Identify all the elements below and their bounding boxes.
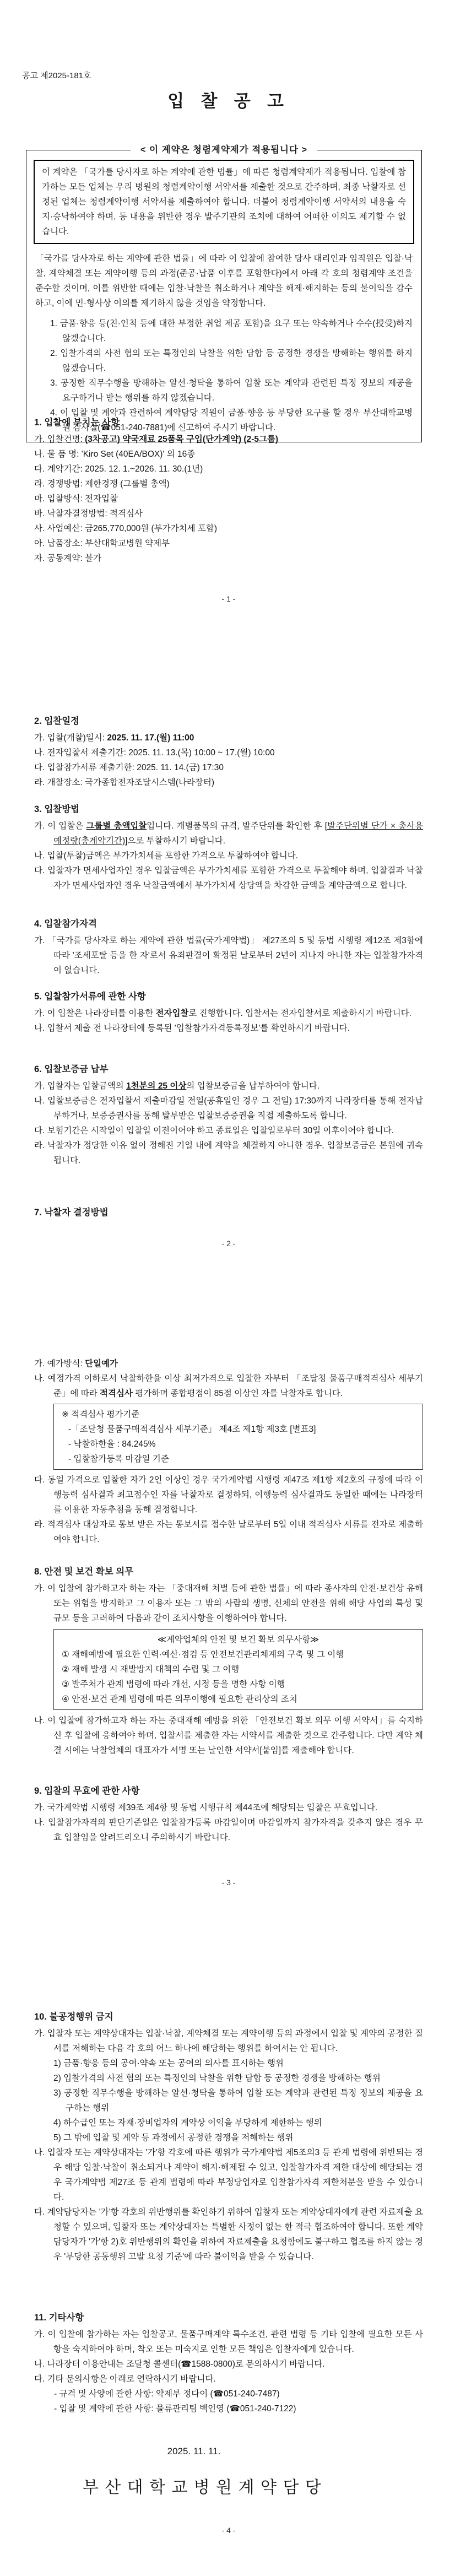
safety-box-item: ④ 안전·보건 관계 법령에 따른 의무이행에 필요한 관리상의 조치 [62,1695,297,1704]
section-6-bid-bond [34,1062,423,1168]
section-title: 8. 안전 및 보건 확보 의무 [34,1567,134,1577]
list-item: 다. 계약기간: 2025. 12. 1.~2026. 11. 30.(1년) [34,464,203,474]
section-7-award-method-body [34,1356,423,1547]
safety-obligations-box [53,1629,423,1710]
refbox-line: - 입찰참가등록 마감일 기준 [68,1454,169,1464]
page-marker-1: - 1 - [221,594,236,603]
page-title: 입 찰 공 고 [167,91,290,111]
integrity-legend-text: < 이 계약은 청렴계약제가 적용됩니다 > [131,145,317,155]
section-5-documents [34,989,423,1036]
sub-list-item: 4) 하수급인 또는 자재·장비업자의 계약상 이익을 부당하게 제한하는 행위 [53,2118,322,2128]
section-9-invalid-bids [34,1784,423,1845]
section-7-award-method-title [34,1205,423,1222]
section-title: 9. 입찰의 무효에 관한 사항 [34,1786,140,1796]
sub-list-item: 3) 공정한 직무수행을 방해하는 알선·청탁을 통하여 입찰 또는 계약과 관련된 특정 정보의 제공을 요구하는 행위 [53,2088,423,2113]
sub-list-item: 1) 금품·향응 등의 공여·약속 또는 공여의 의사를 표시하는 행위 [53,2059,284,2068]
list-item: 바. 낙찰자결정방법: 적격심사 [34,509,143,518]
section-title: 5. 입찰참가서류에 관한 사항 [34,992,146,1002]
section-title: 10. 불공정행위 금지 [34,2012,113,2022]
list-item: 가. 이 입찰에 참가하는 자는 입찰공고, 물품구매계약 특수조건, 관련 법령 등 기타 입찰에 필요한 모든 사항을 숙지하여야 하며, 착오 또는 미숙지로 인한 모든 책임은 입찰자에게 있습니다. [34,2330,423,2354]
list-item: 사. 사업예산: 금265,770,000원 (부가가치세 포함) [34,524,217,533]
section-title: 2. 입찰일정 [34,716,80,726]
list-item: 나. 입찰참가자격의 판단기준일은 입찰참가등록 마감일이며 마감일까지 참가자격을 갖추지 않은 경우 무효 입찰임을 알려드리오니 주의하시기 바랍니다. [34,1818,423,1842]
integrity-item: 2. 입찰가격의 사전 협의 또는 특정인의 낙찰을 위한 담합 등 공정한 경쟁을 방해하는 행위를 하지 않겠습니다. [50,349,413,373]
contact-line: - 규격 및 사양에 관한 사항: 약제부 정다이 (☎051-240-7487) [54,2389,280,2399]
page-marker-4: - 4 - [221,2526,236,2535]
list-item: 아. 납품장소: 부산대학교병원 약제부 [34,539,170,548]
refbox-line: -「조달청 물품구매적격심사 세부기준」 제4조 제1항 제3호 [별표3] [68,1425,316,1434]
section-title: 4. 입찰참가자격 [34,919,97,929]
page-marker-2: - 2 - [221,1239,236,1248]
list-item: 라. 개찰장소: 국가종합전자조달시스템(나라장터) [34,778,215,787]
section-4-qualification [34,917,423,978]
contact-line: - 입찰 및 계약에 관한 사항: 물류관리팀 백인영 (☎051-240-7122) [54,2404,296,2413]
list-item: 다. 계약담당자는 '가'항 각호의 위반행위를 확인하기 위하여 입찰자 또는 계약상대자에게 관련 자료제출 요청할 수 있으며, 입찰자 또는 계약상대자는 특별한 사정이 없는 한 적극 협조하여야 합니다. 또한 계약담당자가 '가'항 2)호 위반행위의 확인을 위하여 자료제출을 요청함에도 불구하고 협조를 하지 않는 경우 '부당한 공동행위 고발 요청 기준'에 따라 불이익을 받을 수 있습니다. [34,2207,423,2261]
list-item: 다. 보험기간은 시작일이 입찰일 이전이어야 하고 종료일은 입찰일로부터 30일 이후이어야 합니다. [34,1126,394,1135]
safety-box-item: ③ 발주처가 관계 법령에 따라 개선, 시정 등을 명한 사항 이행 [62,1680,285,1689]
integrity-notice-box [34,160,414,244]
integrity-legend [26,143,421,158]
sub-list-item: 5) 그 밖에 입찰 및 계약 등 과정에서 공정한 경쟁을 저해하는 행위 [53,2133,294,2142]
section-8-safety-health [34,1565,423,1758]
section-3-bid-method [34,802,423,893]
list-item: 라. 적격심사 대상자로 통보 받은 자는 통보서를 접수한 날로부터 5일 이내 적격심사 서류를 전자로 제출하여야 합니다. [34,1520,423,1544]
list-item: 다. 기타 문의사항은 아래로 연락하시기 바랍니다. [34,2374,216,2384]
refbox-line: ※ 적격심사 평가기준 [62,1410,140,1419]
integrity-notice-text: 이 계약은 「국가를 당사자로 하는 계약에 관한 법률」에 따른 청렴계약제가 적용됩니다. 입찰에 참가하는 모든 업체는 우리 병원의 청렴계약이행 서약서를 제출한 것으로 간주하며, 최종 낙찰자로 선정된 업체는 청렴계약이행 서약서를 제출하여야 합니다. 더불어 청렴계약이행 서약서의 내용을 숙지·승낙하여야 하며, 동 내용을 위반한 경우 발주기관의 조치에 대하여 어떠한 이의도 제기할 수 없습니다. [42,167,406,236]
list-item: 가. 입찰자는 입찰금액의 1천분의 25 이상의 입찰보증금을 납부하여야 합니다. [34,1081,320,1091]
list-item: 가. 「국가를 당사자로 하는 계약에 관한 법률(국가계약법)」 제27조의 5 및 동법 시행령 제12조 제3항에 따라 '조세포탈 등을 한 자'로서 유죄판결이 확정된 날로부터 2년이 지나지 아니한 자는 입찰참가자격이 없습니다. [34,936,423,975]
list-item: 나. 입찰자 또는 계약상대자는 '가'항 각호에 따른 행위가 국가계약법 제5조의3 등 관계 법령에 위반되는 경우 해당 입찰·낙찰이 취소되거나 계약이 해지·해제될 수 있고, 입찰참가자격 제한 대상에 해당되는 경우 국가계약법 제27조 등 관계 법령에 따라 부정당업자로 입찰참가자격 제한처분을 받을 수 있습니다. [34,2148,423,2202]
list-item: 다. 입찰참가서류 제출기한: 2025. 11. 14.(금) 17:30 [34,763,224,772]
section-1-bid-items [34,415,423,566]
list-item: 나. 예정가격 이하로서 낙찰하한율 이상 최저가격으로 입찰한 자부터 「조달청 물품구매적격심사 세부기준」에 따라 적격심사 평가하며 종합평점이 85점 이상인 자를 낙찰자로 합니다. [34,1374,423,1398]
integrity-item: 1. 금품·향응 등(친·인척 등에 대한 부정한 취업 제공 포함)을 요구 또는 약속하거나 수수(授受)하지 않겠습니다. [50,319,413,343]
sub-list-item: 2) 입찰가격의 사전 협의 또는 특정인의 낙찰을 위한 담합 등 공정한 경쟁을 방해하는 행위 [53,2074,381,2083]
section-title: 11. 기타사항 [34,2313,84,2323]
list-item: 나. 입찰서 제출 전 나라장터에 등록된 '입찰참가자격등록정보'를 확인하시기 바랍니다. [34,1024,350,1033]
section-title: 1. 입찰에 부치는 사항 [34,418,120,427]
safety-box-item: ② 재해 발생 시 재발방지 대책의 수립 및 그 이행 [62,1665,240,1674]
list-item: 가. 입찰자 또는 계약상대자는 입찰·낙찰, 계약체결 또는 계약이행 등의 과정에서 입찰 및 계약의 공정한 질서를 저해하는 다음 각 호의 어느 하나에 해당하는 행위를 하여서는 안 됩니다. [34,2029,423,2053]
list-item: 가. 입찰건명: (3차공고) 약국재료 25품목 구입(단가계약) (2-5그룹) [34,435,279,444]
list-item: 가. 국가계약법 시행령 제39조 제4항 및 동법 시행규칙 제44조에 해당되는 입찰은 무효입니다. [34,1803,378,1812]
list-item: 라. 낙찰자가 정당한 이유 없이 정해진 기일 내에 계약을 체결하지 아니한 경우, 입찰보증금은 본원에 귀속됩니다. [34,1141,423,1165]
section-title: 7. 낙찰자 결정방법 [34,1208,109,1217]
list-item: 자. 공동계약: 불가 [34,554,102,563]
list-item: 나. 입찰(투찰)금액은 부가가치세를 포함한 가격으로 투찰하여야 합니다. [34,851,298,861]
qualification-review-criteria-box [53,1404,423,1470]
list-item: 나. 물 품 명: 'Kiro Set (40EA/BOX)' 외 16종 [34,450,196,459]
issuer-signature: 부산대학교병원계약담당 [82,2478,328,2497]
section-title: 6. 입찰보증금 납부 [34,1064,109,1074]
integrity-item: 3. 공정한 직무수행을 방해하는 알선·청탁을 통하여 입찰 또는 계약과 관련된 특정 정보의 제공을 요구하거나 받는 행위를 하지 않겠습니다. [50,378,413,403]
list-item: 가. 예가방식: 단일예가 [34,1359,118,1368]
section-11-misc [34,2310,423,2416]
list-item: 가. 이 입찰은 그룹별 총액입찰입니다. 개별품목의 규격, 발주단위를 확인한 후 [발주단위별 단가 × 총사용예정량(총계약기간)]으로 투찰하시기 바랍니다. [34,821,423,846]
page-marker-3: - 3 - [221,1878,236,1887]
list-item: 가. 이 입찰에 참가하고자 하는 자는 「중대재해 처벌 등에 관한 법률」에 따라 종사자의 안전·보건상 유해 또는 위험을 방지하고 그 이용자 또는 그 밖의 사람의 생명, 신체의 안전을 위해 해당 사업의 특성 및 규모 등을 고려하여 다음과 같이 조치사항을 이행하여야 합니다. [34,1584,423,1623]
announcement-date: 2025. 11. 11. [167,2446,221,2456]
list-item: 라. 경쟁방법: 제한경쟁 (그룹별 총액) [34,479,170,489]
safety-box-title: ≪계약업체의 안전 및 보건 확보 의무사항≫ [157,1635,319,1644]
section-title: 3. 입찰방법 [34,804,80,814]
list-item: 나. 전자입찰서 제출기간: 2025. 11. 13.(목) 10:00 ~ 17.(월) 10:00 [34,748,275,757]
list-item: 나. 이 입찰에 참가하고자 하는 자는 중대재해 예방을 위한 「안전보건 확보 의무 이행 서약서」를 숙지하신 후 입찰에 응하여야 하며, 입찰서를 제출한 자는 서약서를 제출한 것으로 간주합니다. 다만 계약 체결 시에는 낙찰업체의 대표자가 서명 또는 날인한 서약서[붙임]를 제출해야 합니다. [34,1716,423,1755]
list-item: 가. 이 입찰은 나라장터를 이용한 전자입찰로 진행합니다. 입찰서는 전자입찰서로 제출하시기 바랍니다. [34,1009,411,1018]
notice-number: 공고 제2025-181호 [22,71,91,80]
refbox-line: - 낙찰하한율 : 84.245% [68,1439,156,1449]
list-item: 나. 입찰보증금은 전자입찰서 제출마감일 전일(공휴일인 경우 그 전일) 17:30까지 나라장터를 통해 전자납부하거나, 보증증권사를 통해 발부받은 입찰보증증권을 직접 제출하도록 합니다. [34,1096,423,1121]
integrity-pledge-text: 「국가를 당사자로 하는 계약에 관한 법률」에 따라 이 입찰에 참여한 당사 대리인과 임직원은 입찰·낙찰, 계약체결 또는 계약이행 등의 과정(준공·납품 이후를 포함한다)에서 아래 각 호의 청렴계약 조건을 준수할 것이며, 이를 위반할 때에는 입찰·낙찰을 취소하거나 계약을 해제·해지하는 등의 불이익을 감수하고, 이에 민·형사상 이의를 제기하지 않을 것임을 약정합니다. [35,254,413,308]
integrity-item: 4. 이 입찰 및 계약과 관련하여 계약담당 직원이 금품·향응 등 부당한 요구를 할 경우 부산대학교병원 감사실(☎051-240-7881)에 신고하여 주시기 바랍니다. [50,408,413,432]
list-item: 나. 나라장터 이용안내는 조달청 콜센터(☎1588-0800)로 문의하시기 바랍니다. [34,2359,325,2369]
integrity-contract-box [26,145,422,442]
safety-box-item: ① 재해예방에 필요한 인력·예산·점검 등 안전보건관리체계의 구축 및 그 이행 [62,1650,344,1659]
list-item: 다. 동일 가격으로 입찰한 자가 2인 이상인 경우 국가계약법 시행령 제47조 제1항 제2호의 규정에 따라 이행능력 심사결과 최고점수인 자를 낙찰자로 결정하되, 이행능력 심사결과도 동일한 때에는 나라장터를 이용한 자동추첨을 통해 결정합니다. [34,1475,423,1514]
section-10-unfair-practices [34,2010,423,2264]
list-item: 가. 입찰(개찰)일시: 2025. 11. 17.(월) 11:00 [34,733,194,743]
section-2-schedule [34,714,423,790]
list-item: 마. 입찰방식: 전자입찰 [34,494,118,504]
list-item: 다. 입찰자가 면세사업자인 경우 입찰금액은 부가가치세를 포함한 가격으로 투찰해야 하며, 입찰결과 낙찰자가 면세사업자인 경우 낙찰금액에서 부가가치세 상당액을 차감한 금액을 계약금액으로 합니다. [34,866,423,890]
